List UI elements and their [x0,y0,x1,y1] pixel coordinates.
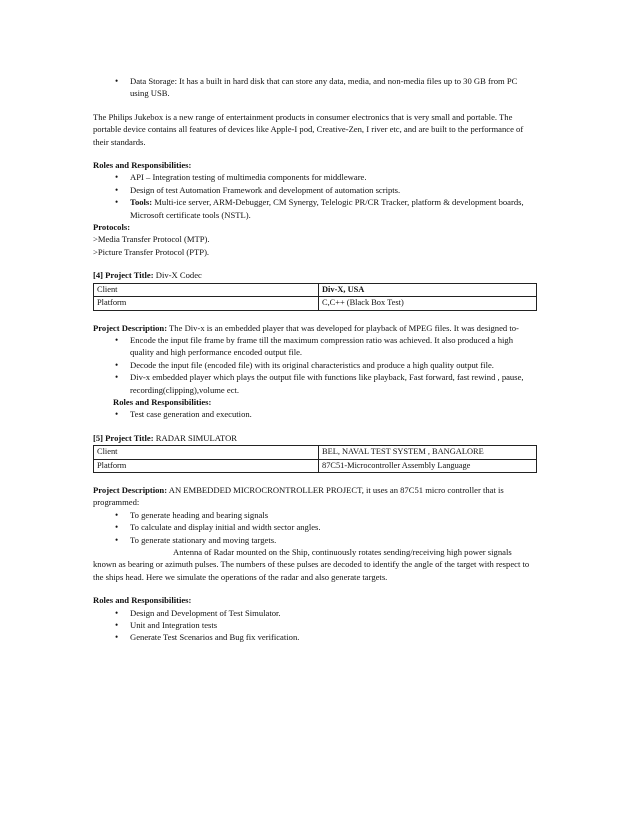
data-storage-list [93,75,537,100]
table-cell: Platform [94,297,319,310]
list-item: • Test case generation and execution. [93,408,537,420]
protocol-item: >Picture Transfer Protocol (PTP). [93,246,210,257]
table-row [94,283,537,296]
project4-bullets [93,334,537,396]
project5-title: [5] Project Title: RADAR SIMULATOR [93,432,238,443]
table-row [94,297,537,310]
project5-roles [93,607,537,644]
list-item: • Generate Test Scenarios and Bug fix verification. [93,631,537,643]
table-cell: C,C++ (Black Box Test) [319,297,537,310]
list-item: • To generate stationary and moving targets. [93,534,537,546]
resume-page [93,75,537,644]
table-cell: Platform [94,459,319,472]
data-storage-item: • Data Storage: It has a built in hard disk that can store any data, media, and non-media files up to 30 GB from PC using USB. [93,75,537,100]
tools-label: Tools: [130,197,153,208]
table-cell: Client [94,446,319,459]
list-item: • Decode the input file (encoded file) with its original characteristics and produce a high quality output file. [93,359,537,371]
list-item: • Encode the input file frame by frame till the maximum compression ratio was achieved. It also produced a high quality and high performance encoded output file. [93,334,537,359]
project4-roles [93,408,537,420]
table-row [94,446,537,459]
list-item: • Div-x embedded player which plays the output file with functions like playback, Fast forward, fast rewind , pause, recording(clipping),volume ect. [93,371,537,396]
table-cell: 87C51-Microcontroller Assembly Language [319,459,537,472]
table-cell: Div-X, USA [319,283,537,296]
project5-table [93,445,537,473]
antenna-paragraph: Antenna of Radar mounted on the Ship, continuously rotates sending/receiving high power signals known as bearing or azimuth pulses. The numbers of these pulses are decoded to identify the angle of the target with respect to the ships head. Here we simulate the operations of the radar and also generate targets. [93,547,530,582]
roles-heading: Roles and Responsibilities: [93,160,192,171]
project5-roles-heading: Roles and Responsibilities: [93,595,192,606]
table-cell: Client [94,283,319,296]
list-item: • To generate heading and bearing signals [93,509,537,521]
jukebox-paragraph: The Philips Jukebox is a new range of entertainment products in consumer electronics that is very small and portable. The portable device contains all features of devices like Apple-I pod, Creative-Zen, I river etc, and are built to the performance of their standards. [93,111,524,147]
roles-list [93,171,537,221]
list-item: • To calculate and display initial and width sector angles. [93,521,537,533]
list-item: • Unit and Integration tests [93,619,537,631]
protocol-item: >Media Transfer Protocol (MTP). [93,234,210,245]
project4-table [93,283,537,311]
project4-roles-heading: Roles and Responsibilities: [113,396,212,407]
project4-description: Project Description: The Div-x is an embedded player that was developed for playback of MPEG files. It was designed to- [93,322,519,333]
list-item: • Design and Development of Test Simulator. [93,607,537,619]
project4-title: [4] Project Title: Div-X Codec [93,270,202,281]
protocols-heading: Protocols: [93,222,131,233]
list-item: • Design of test Automation Framework and development of automation scripts. [93,184,537,196]
project5-description: Project Description: AN EMBEDDED MICROCRONTROLLER PROJECT, it uses an 87C51 micro controller that is programmed: [93,484,504,508]
table-row [94,459,537,472]
table-cell: BEL, NAVAL TEST SYSTEM , BANGALORE [319,446,537,459]
list-item: • API – Integration testing of multimedia components for middleware. [93,171,537,183]
project5-bullets [93,509,537,546]
list-item: • Tools: Multi-ice server, ARM-Debugger, CM Synergy, Telelogic PR/CR Tracker, platform & development boards, Microsoft certificate tools (NSTL). [93,196,537,221]
